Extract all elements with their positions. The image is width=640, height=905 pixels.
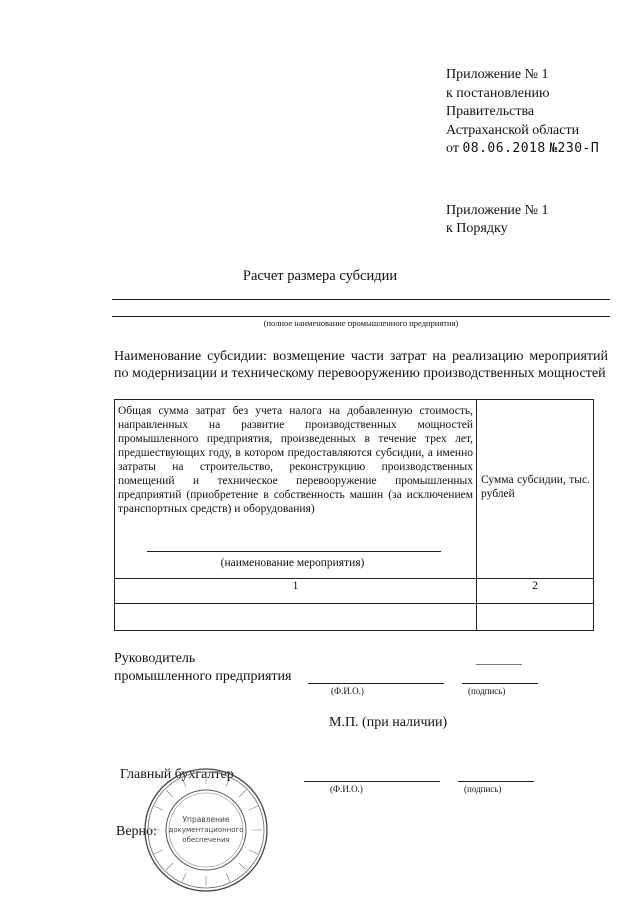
head-signature-mark: [476, 664, 522, 665]
head-signature-line: [462, 683, 538, 684]
table-header-cell-subsidy: Сумма субсидии, тыс. рублей: [477, 400, 594, 579]
table-data-cell-costs: [115, 604, 477, 631]
column-number-1: 1: [115, 579, 477, 604]
costs-description: Общая сумма затрат без учета налога на добавленную стоимость, направленных на развитие производственных мощностей промышленного предприятия, произведенных в течение трех лет, предшествующих году, в котором предоставляются субсидии, а именно затраты на строительство, реконструкцию производственных помещений и техническое перевооружение промышленных предприятий (приобретение в собственность машин (за исключением транспортных средств) и оборудования): [118, 405, 473, 515]
event-caption: (наименование мероприятия): [220, 557, 365, 569]
head-label-line2: промышленного предприятия: [114, 669, 292, 684]
head-fio-caption: (Ф.И.О.): [331, 686, 364, 696]
appendix-decree-block: [446, 66, 599, 159]
head-signature-caption: (подпись): [468, 686, 506, 696]
table-data-cell-subsidy: [477, 604, 594, 631]
stamp-inner-line2: документационного: [168, 826, 244, 834]
seal-label: М.П. (при наличии): [329, 715, 448, 730]
appendix-order-line2: к Порядку: [446, 221, 508, 236]
appendix-decree-line3: Правительства: [446, 104, 535, 119]
accountant-fio-line: [304, 781, 440, 782]
table-number-row: [115, 579, 594, 604]
stamp-inner-line1: Управление: [182, 815, 230, 824]
head-label-line1: Руководитель: [114, 651, 196, 666]
table-header-cell-costs: [115, 400, 477, 579]
appendix-decree-line4: Астраханской области: [446, 122, 580, 138]
verified-label: Верно:: [116, 824, 157, 839]
stamp-inner-line3: обеспечения: [182, 836, 230, 844]
appendix-order-block: [446, 202, 549, 238]
column-number-2: 2: [477, 579, 594, 604]
table-data-row: [115, 604, 594, 631]
accountant-signature-line: [458, 781, 534, 782]
event-name-line: [147, 551, 441, 552]
enterprise-caption: (полное наименование промышленного предприятия): [263, 318, 459, 328]
decree-date: 08.06.2018: [462, 141, 546, 156]
enterprise-name-line-1: [112, 299, 610, 300]
round-stamp-icon: [142, 766, 270, 894]
date-prefix: от: [446, 141, 459, 156]
table-header-row: [115, 400, 594, 579]
appendix-decree-line1: Приложение № 1: [446, 67, 549, 82]
chief-accountant-label: Главный бухгалтер: [120, 767, 234, 782]
decree-number: №230-П: [549, 141, 600, 156]
appendix-decree-line2: к постановлению: [446, 85, 550, 101]
subsidy-name-paragraph: Наименование субсидии: возмещение части затрат на реализацию мероприятий по модернизации и техническому перевооружению производственных мощностей: [114, 349, 608, 381]
head-fio-line: [308, 683, 444, 684]
accountant-signature-caption: (подпись): [464, 784, 502, 794]
appendix-order-line1: Приложение № 1: [446, 203, 549, 218]
calculation-table: [114, 399, 594, 631]
enterprise-name-line-2: [112, 316, 610, 317]
document-title: Расчет размера субсидии: [242, 268, 398, 284]
accountant-fio-caption: (Ф.И.О.): [330, 784, 363, 794]
appendix-decree-date-line: [446, 140, 599, 159]
